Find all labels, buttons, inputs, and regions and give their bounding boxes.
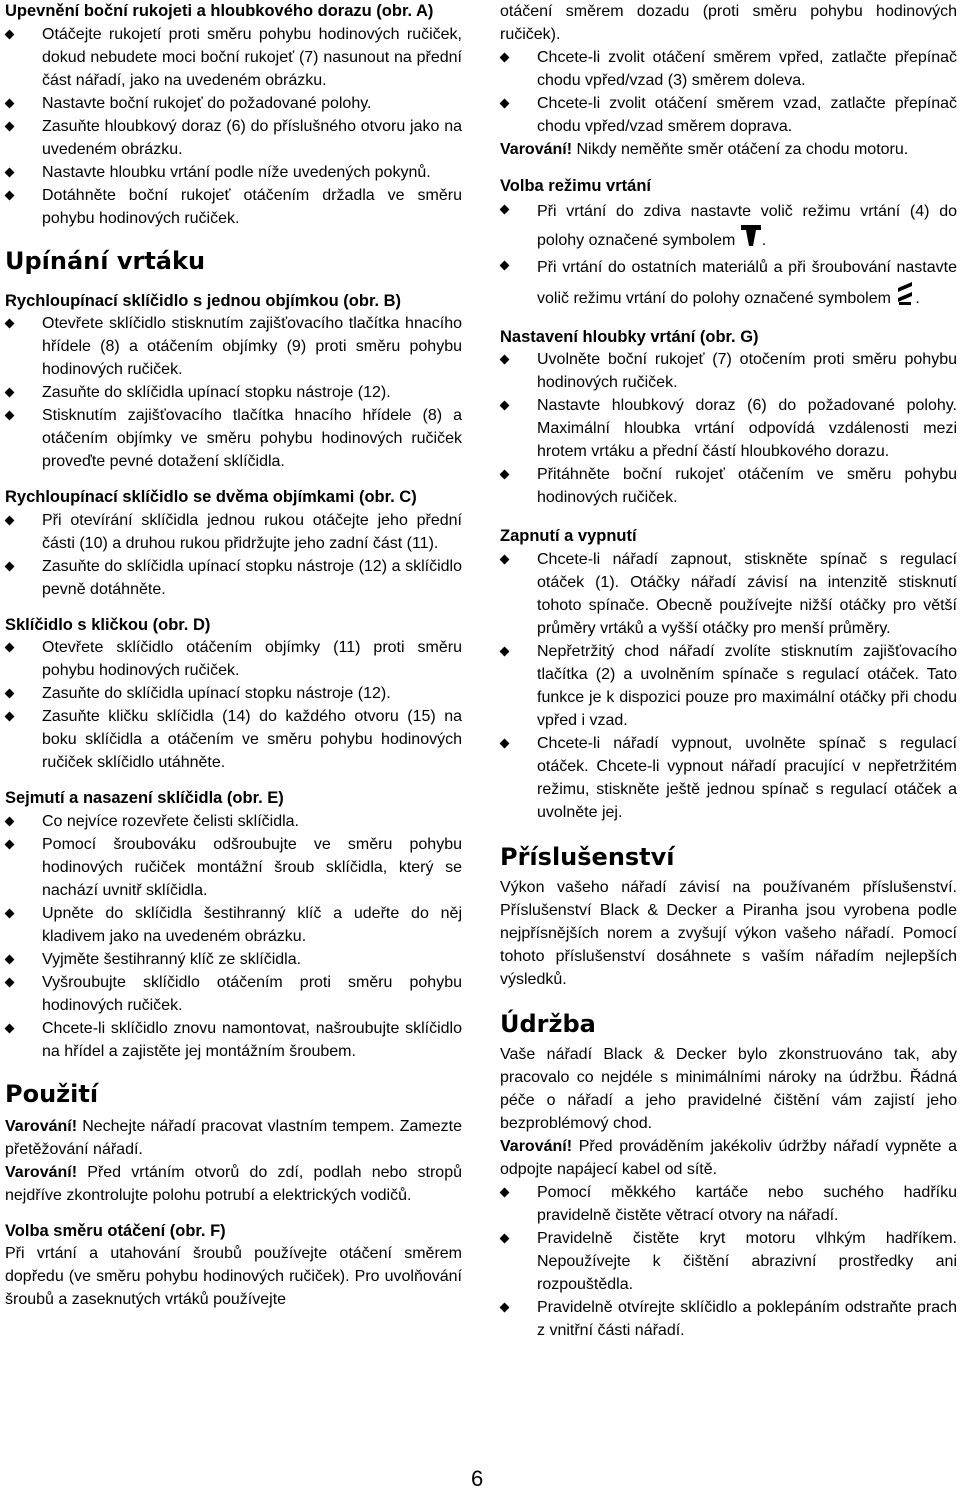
drill-depth-section xyxy=(500,326,957,510)
list-item: Pomocí šroubováku odšroubujte ve směru pohybu hodinových ručiček montážní šroub sklíčidla, který se nachází uvnitř sklíčidla. xyxy=(5,833,462,902)
maintenance-text: Vaše nářadí Black & Decker bylo zkonstruováno tak, aby pracovalo co nejdéle s minimálními nároky na údržbu. Řádná péče o nářadí a jeho pravidelné čištění vám zajistí jeho bezproblémový chod. xyxy=(500,1045,957,1132)
direction-list xyxy=(500,46,957,138)
bullet-icon xyxy=(500,260,510,270)
double-sleeve-title: Rychloupínací sklíčidlo se dvěma objímkami (obr. C) xyxy=(5,488,417,506)
list-item: Při otevírání sklíčidla jednou rukou otáčejte jeho přední části (10) a druhou rukou přidržujte jeho zadní část (11). xyxy=(5,509,462,555)
maintenance-list xyxy=(500,1181,957,1342)
list-item: Nastavte hloubkový doraz (6) do požadované polohy. Maximální hloubka vrtání odpovídá vzdálenosti mezi hrotem vrtáku a přední částí hloubkového dorazu. xyxy=(500,394,957,463)
section-heading-upinani: Upínání vrtáku xyxy=(5,246,206,275)
hammer-drill-symbol-icon xyxy=(741,225,761,247)
drill-bit-symbol-icon xyxy=(896,281,914,305)
list-item: Nepřetržitý chod nářadí zvolíte stisknutím zajišťovacího tlačítka (2) a uvolněním spínače s regulací otáček. Tato funkce je k dispozici pouze pro maximální otáčky při chodu vpřed i vzad. xyxy=(500,640,957,732)
drill-mode-title: Volba režimu vrtání xyxy=(500,177,651,195)
list-item: Pomocí měkkého kartáče nebo suchého hadříku pravidelně čistěte větrací otvory na nářadí. xyxy=(500,1181,957,1227)
list-item: Upněte do sklíčidla šestihranný klíč a udeřte do něj kladivem jako na uvedeném obrázku. xyxy=(5,902,462,948)
warning-label: Varování! xyxy=(5,1117,78,1135)
side-handle-list xyxy=(5,23,462,230)
bullet-icon xyxy=(5,908,15,918)
list-item: Stisknutím zajišťovacího tlačítka hnacího hřídele (8) a otáčením objímky ve směru pohybu hodinových ručiček proveďte pevné dotažení sklíčidla. xyxy=(5,404,462,473)
accessories-text: Výkon vašeho nářadí závisí na používaném příslušenství. Příslušenství Black & Decker a Piranha jsou vyrobena podle nejpřísnějších norem a zvyšují výkon vašeho nářadí. Pomocí tohoto příslušenství dosáhnete s vaším nářadím nejlepších výsledků. xyxy=(500,878,957,988)
section-heading-udrzba: Údržba xyxy=(500,1009,596,1038)
bullet-icon xyxy=(500,738,510,748)
bullet-icon xyxy=(5,515,15,525)
bullet-icon xyxy=(5,712,15,722)
rotation-direction-section xyxy=(5,1220,462,1312)
section-heading-prislusenstvi: Příslušenství xyxy=(500,842,675,871)
list-item: Otevřete sklíčidlo stisknutím zajišťovacího tlačítka hnacího hřídele (8) a otáčením objímky (9) proti směru pohybu hodinových ručiček. xyxy=(5,312,462,381)
warning-label: Varování! xyxy=(500,1137,573,1155)
key-chuck-title: Sklíčidlo s kličkou (obr. D) xyxy=(5,615,211,634)
on-off-title: Zapnutí a vypnutí xyxy=(500,527,637,545)
list-item: Nastavte boční rukojeť do požadované polohy. xyxy=(5,92,462,115)
list-item: Uvolněte boční rukojeť (7) otočením proti směru pohybu hodinových ručiček. xyxy=(500,348,957,394)
maintenance-warning: Varování! Před prováděním jakékoliv údržby nářadí vypněte a odpojte napájecí kabel od sítě. xyxy=(500,1137,957,1178)
side-handle-section xyxy=(5,0,462,230)
list-item: Chcete-li sklíčidlo znovu namontovat, našroubujte sklíčidlo na hřídel a zajistěte jej montážním šroubem. xyxy=(5,1017,462,1063)
bullet-icon xyxy=(5,98,15,108)
list-item: Přitáhněte boční rukojeť otáčením ve směru pohybu hodinových ručiček. xyxy=(500,463,957,509)
list-item: Pravidelně otvírejte sklíčidlo a poklepáním odstraňte prach z vnitřní části nářadí. xyxy=(500,1296,957,1342)
bullet-icon xyxy=(500,1302,510,1312)
direction-warning: Varování! Nikdy neměňte směr otáčení za chodu motoru. xyxy=(500,141,909,158)
bullet-icon xyxy=(5,643,15,653)
double-sleeve-chuck-section xyxy=(5,486,462,601)
bullet-icon xyxy=(5,977,15,987)
list-item: Co nejvíce rozevřete čelisti sklíčidla. xyxy=(5,810,462,833)
bullet-icon xyxy=(500,1187,510,1197)
bullet-icon xyxy=(5,689,15,699)
bullet-icon xyxy=(500,554,510,564)
list-item: Zasuňte do sklíčidla upínací stopku nástroje (12) a sklíčidlo pevně dotáhněte. xyxy=(5,555,462,601)
list-item: Zasuňte do sklíčidla upínací stopku nástroje (12). xyxy=(5,682,462,705)
warning-paragraph: Varování! Před vrtáním otvorů do zdí, podlah nebo stropů nejdříve zkontrolujte polohu potrubí a elektrických vodičů. xyxy=(5,1163,463,1204)
bullet-icon xyxy=(500,401,510,411)
bullet-icon xyxy=(5,388,15,398)
list-item: Vyšroubujte sklíčidlo otáčením proti směru pohybu hodinových ručiček. xyxy=(5,971,462,1017)
page-number: 6 xyxy=(471,1466,484,1491)
continued-text: otáčení směrem dozadu (proti směru pohybu hodinových ručiček). xyxy=(500,3,957,43)
bullet-icon xyxy=(500,1233,510,1243)
warning-paragraph: Varování! Nechejte nářadí pracovat vlastním tempem. Zamezte přetěžování nářadí. xyxy=(5,1117,462,1158)
rotation-direction-text: Při vrtání a utahování šroubů používejte otáčení směrem dopředu (ve směru pohybu hodinových ručiček). Pro uvolňování šroubů a zaseknutých vrtáků používejte xyxy=(5,1245,462,1308)
list-item: Chcete-li nářadí vypnout, uvolněte spínač s regulací otáček. Chcete-li vypnout nářadí pracující v nepřetržitém režimu, stiskněte ještě jednou spínač s regulací otáček a uvolněte jej. xyxy=(500,732,957,824)
bullet-icon xyxy=(5,190,15,200)
list-item: Dotáhněte boční rukojeť otáčením držadla ve směru pohybu hodinových ručiček. xyxy=(5,184,462,230)
bullet-icon xyxy=(5,1023,15,1033)
single-sleeve-title: Rychloupínací sklíčidlo s jednou objímkou (obr. B) xyxy=(5,291,402,310)
bullet-icon xyxy=(500,204,510,214)
usage-warnings xyxy=(5,1115,462,1207)
list-item: Chcete-li nářadí zapnout, stiskněte spínač s regulací otáček (1). Otáčky nářadí závisí na intenzitě stisknutí tohoto spínače. Obecně používejte nižší otáčky pro větší průměry vrtáků a vyšší otáčky pro menší průměry. xyxy=(500,548,957,640)
bullet-icon xyxy=(5,29,15,39)
list-item: Otevřete sklíčidlo otáčením objímky (11) proti směru pohybu hodinových ručiček. xyxy=(5,636,462,682)
drill-mode-section xyxy=(500,175,957,312)
chuck-removal-section xyxy=(5,787,462,1063)
key-chuck-section xyxy=(5,614,462,775)
list-item: Zasuňte do sklíčidla upínací stopku nástroje (12). xyxy=(5,381,462,404)
on-off-section xyxy=(500,525,957,824)
bullet-icon xyxy=(500,53,510,63)
rotation-direction-title: Volba směru otáčení (obr. F) xyxy=(5,1221,226,1240)
bullet-icon xyxy=(5,561,15,571)
list-item: Chcete-li zvolit otáčení směrem vpřed, zatlačte přepínač chodu vpřed/vzad (3) směrem doleva. xyxy=(500,46,957,92)
left-column xyxy=(5,0,462,1311)
list-item: Otáčejte rukojetí proti směru pohybu hodinových ručiček, dokud nebudete moci boční rukojeť (7) nasunout na přední část nářadí, jako na uvedeném obrázku. xyxy=(5,23,462,92)
chuck-removal-title: Sejmutí a nasazení sklíčidla (obr. E) xyxy=(5,789,284,807)
bullet-icon xyxy=(500,355,510,365)
bullet-icon xyxy=(5,816,15,826)
list-item: Nastavte hloubku vrtání podle níže uvedených pokynů. xyxy=(5,161,462,184)
bullet-icon xyxy=(5,167,15,177)
list-item: Pravidelně čistěte kryt motoru vlhkým hadříkem. Nepoužívejte k čištění abrazivní prostředky ani rozpouštědla. xyxy=(500,1227,957,1296)
bullet-icon xyxy=(5,839,15,849)
list-item: Vyjměte šestihranný klíč ze sklíčidla. xyxy=(5,948,462,971)
list-item: Při vrtání do ostatních materiálů a při šroubování nastavte volič režimu vrtání do polohy označené symbolem . xyxy=(500,254,957,312)
drill-depth-title: Nastavení hloubky vrtání (obr. G) xyxy=(500,327,759,346)
right-column xyxy=(500,0,957,1342)
section-heading-pouziti: Použití xyxy=(5,1079,99,1108)
bullet-icon xyxy=(5,121,15,131)
list-item: Zasuňte hloubkový doraz (6) do příslušného otvoru jako na uvedeném obrázku. xyxy=(5,115,462,161)
bullet-icon xyxy=(500,470,510,480)
bullet-icon xyxy=(500,99,510,109)
list-item: Při vrtání do zdiva nastavte volič režimu vrtání (4) do polohy označené symbolem . xyxy=(500,198,957,254)
list-item: Chcete-li zvolit otáčení směrem vzad, zatlačte přepínač chodu vpřed/vzad směrem doprava. xyxy=(500,92,957,138)
bullet-icon xyxy=(5,411,15,421)
warning-label: Varování! xyxy=(5,1163,78,1181)
side-handle-title: Upevnění boční rukojeti a hloubkového dorazu (obr. A) xyxy=(5,2,434,20)
warning-label: Varování! xyxy=(500,141,573,158)
bullet-icon xyxy=(5,954,15,964)
bullet-icon xyxy=(5,319,15,329)
bullet-icon xyxy=(500,646,510,656)
single-sleeve-chuck-section xyxy=(5,290,462,474)
list-item: Zasuňte kličku sklíčidla (14) do každého otvoru (15) na boku sklíčidla a otáčením ve směru pohybu hodinových ručiček sklíčidlo utáhněte. xyxy=(5,705,462,774)
